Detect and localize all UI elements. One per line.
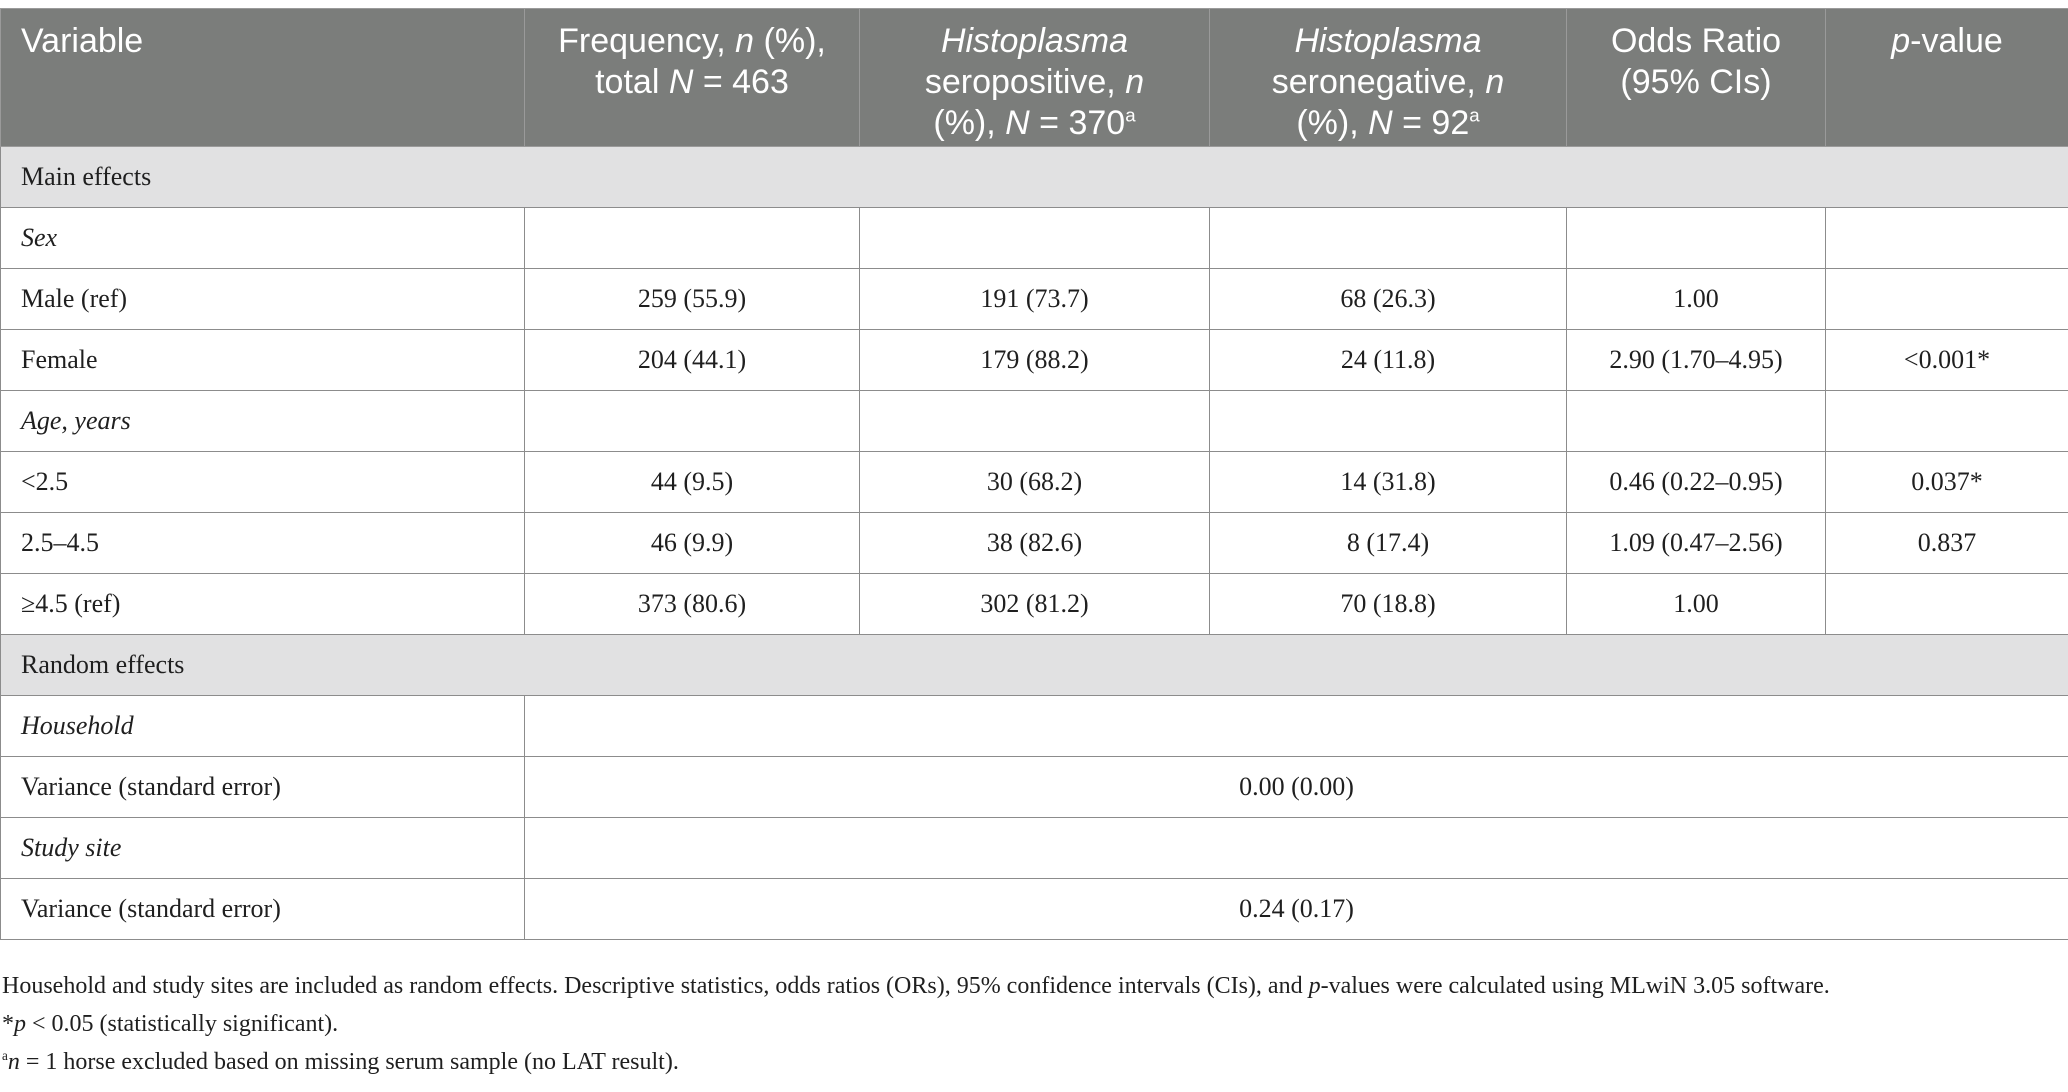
footnote-2-star: *: [2, 1011, 14, 1037]
header-seropositive-n: n: [1125, 63, 1145, 101]
cell-frequency: 46 (9.9): [525, 513, 860, 574]
cell-frequency: 259 (55.9): [525, 269, 860, 330]
section-label-main-effects: Main effects: [1, 147, 2068, 208]
row-label: 2.5–4.5: [1, 513, 525, 574]
cell-odds-ratio: 1.00: [1567, 269, 1826, 330]
cell-p-value: [1826, 269, 2068, 330]
cell-seronegative: 8 (17.4): [1210, 513, 1567, 574]
header-seropositive-text: seropositive,: [924, 63, 1126, 101]
subheading-study-site: Study site: [1, 818, 525, 879]
header-frequency-total-label: total: [595, 63, 669, 101]
footnote-2-text: < 0.05 (statistically significant).: [26, 1011, 339, 1037]
empty-cell: [860, 391, 1210, 452]
table-row-household-variance: [1, 757, 2068, 818]
header-seronegative-genus: Histoplasma: [1294, 22, 1482, 60]
cell-frequency: 44 (9.5): [525, 452, 860, 513]
footnote-1-text-a: Household and study sites are included as random effects. Descriptive statistics, odds ratios (ORs), 95% confidence intervals (CIs), and: [2, 973, 1309, 999]
header-odds-ratio-line1: Odds Ratio: [1610, 22, 1782, 60]
footnote-line-3: [2, 1043, 1830, 1081]
subheading-sex: Sex: [1, 208, 525, 269]
table-row-age-4-5-plus: [1, 574, 2068, 635]
cell-p-value: 0.037*: [1826, 452, 2068, 513]
header-seropositive-genus: Histoplasma: [940, 22, 1129, 60]
cell-p-value: <0.001*: [1826, 330, 2068, 391]
empty-cell: [1567, 391, 1826, 452]
cell-odds-ratio: 1.09 (0.47–2.56): [1567, 513, 1826, 574]
subheading-household: Household: [1, 696, 525, 757]
row-label: Female: [1, 330, 525, 391]
subheading-row-household: [1, 696, 2068, 757]
footnote-line-2: [2, 1005, 1830, 1043]
subheading-row-study-site: [1, 818, 2068, 879]
cell-seronegative: 68 (26.3): [1210, 269, 1567, 330]
empty-cell: [525, 208, 860, 269]
footnote-3-n: n: [7, 1049, 20, 1075]
section-row-random-effects: [1, 635, 2068, 696]
empty-cell: [1210, 391, 1567, 452]
footnote-1-p: p: [1308, 973, 1321, 999]
header-seronegative-n: n: [1485, 63, 1505, 101]
section-row-main-effects: [1, 147, 2068, 208]
table-row-female: [1, 330, 2068, 391]
header-variable-text: Variable: [21, 22, 144, 60]
empty-cell: [1826, 208, 2068, 269]
cell-household-variance: 0.00 (0.00): [525, 757, 2068, 818]
empty-cell: [1210, 208, 1567, 269]
header-seronegative-N: N: [1368, 104, 1393, 142]
results-table-container: [0, 8, 2068, 940]
row-label: Male (ref): [1, 269, 525, 330]
header-frequency-n: n: [735, 22, 755, 60]
footnote-2-p: p: [14, 1011, 26, 1037]
cell-odds-ratio: 0.46 (0.22–0.95): [1567, 452, 1826, 513]
header-seronegative-footnote: a: [1469, 104, 1480, 126]
cell-seropositive: 38 (82.6): [860, 513, 1210, 574]
header-p-value: [1826, 9, 2068, 147]
cell-seronegative: 14 (31.8): [1210, 452, 1567, 513]
empty-cell: [525, 391, 860, 452]
cell-seronegative: 70 (18.8): [1210, 574, 1567, 635]
header-seronegative-total: = 92: [1392, 104, 1470, 142]
subheading-age: Age, years: [1, 391, 525, 452]
table-footnotes: [2, 967, 1830, 1081]
header-seronegative: [1210, 9, 1567, 147]
header-row: [1, 9, 2068, 147]
footnote-3-text: = 1 horse excluded based on missing serum sample (no LAT result).: [19, 1049, 679, 1075]
header-seropositive-total: = 370: [1029, 104, 1126, 142]
results-table: [0, 8, 2068, 940]
section-label-random-effects: Random effects: [1, 635, 2068, 696]
header-seropositive-footnote: a: [1125, 104, 1136, 126]
header-seronegative-text: seronegative,: [1271, 63, 1486, 101]
header-odds-ratio: [1567, 9, 1826, 147]
table-row-age-2-5-to-4-5: [1, 513, 2068, 574]
empty-cell: [1567, 208, 1826, 269]
header-seropositive-pct: (%),: [933, 104, 1006, 142]
header-frequency: [525, 9, 860, 147]
header-frequency-N: N: [668, 63, 694, 101]
table-row-age-under-2-5: [1, 452, 2068, 513]
cell-odds-ratio: 2.90 (1.70–4.95): [1567, 330, 1826, 391]
row-label: <2.5: [1, 452, 525, 513]
header-p-italic: p: [1891, 22, 1911, 60]
cell-study-site-variance: 0.24 (0.17): [525, 879, 2068, 940]
header-seropositive: [860, 9, 1210, 147]
row-label: Variance (standard error): [1, 879, 525, 940]
cell-odds-ratio: 1.00: [1567, 574, 1826, 635]
cell-seropositive: 179 (88.2): [860, 330, 1210, 391]
header-seropositive-N: N: [1005, 104, 1030, 142]
cell-frequency: 204 (44.1): [525, 330, 860, 391]
subheading-row-age: [1, 391, 2068, 452]
empty-cell: [525, 696, 2068, 757]
table-row-male: [1, 269, 2068, 330]
header-variable: [1, 9, 525, 147]
header-odds-ratio-line2: (95% CIs): [1620, 63, 1772, 101]
cell-seronegative: 24 (11.8): [1210, 330, 1567, 391]
footnote-3-mark: a: [2, 1048, 8, 1063]
cell-p-value: [1826, 574, 2068, 635]
header-frequency-pct: (%),: [754, 22, 826, 60]
cell-seropositive: 302 (81.2): [860, 574, 1210, 635]
cell-frequency: 373 (80.6): [525, 574, 860, 635]
cell-seropositive: 30 (68.2): [860, 452, 1210, 513]
table-row-study-site-variance: [1, 879, 2068, 940]
cell-p-value: 0.837: [1826, 513, 2068, 574]
header-p-rest: -value: [1910, 22, 2003, 60]
header-seronegative-pct: (%),: [1296, 104, 1369, 142]
header-frequency-total: = 463: [693, 63, 789, 101]
cell-seropositive: 191 (73.7): [860, 269, 1210, 330]
header-frequency-text: Frequency,: [558, 22, 736, 60]
row-label: Variance (standard error): [1, 757, 525, 818]
empty-cell: [525, 818, 2068, 879]
empty-cell: [860, 208, 1210, 269]
subheading-row-sex: [1, 208, 2068, 269]
footnote-1-text-b: -values were calculated using MLwiN 3.05 software.: [1320, 973, 1830, 999]
footnote-line-1: [2, 967, 1830, 1005]
row-label: ≥4.5 (ref): [1, 574, 525, 635]
empty-cell: [1826, 391, 2068, 452]
